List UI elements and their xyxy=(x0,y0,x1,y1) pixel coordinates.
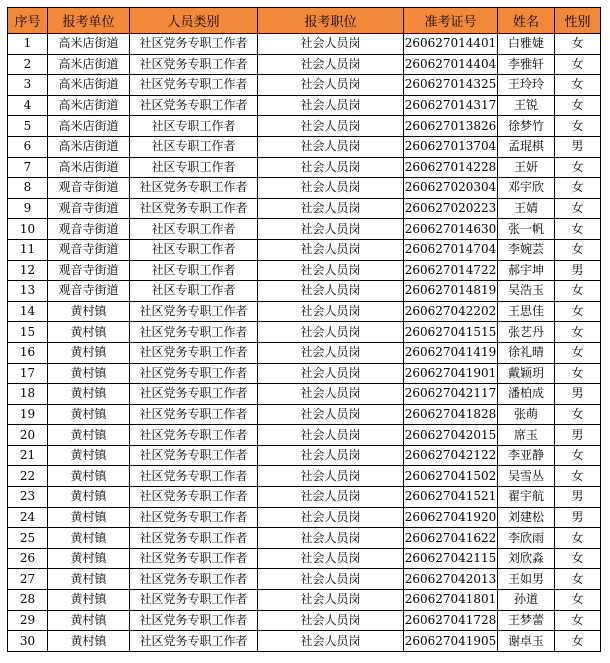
table-row xyxy=(8,198,601,219)
cell-unit: 黄村镇 xyxy=(48,487,130,508)
cell-gender: 女 xyxy=(555,590,601,611)
cell-category: 社区党务专职工作者 xyxy=(130,363,258,384)
cell-position: 社会人员岗 xyxy=(258,342,404,363)
header-row xyxy=(8,8,601,34)
table-row xyxy=(8,136,601,157)
cell-unit: 高米店街道 xyxy=(48,54,130,75)
cell-unit: 黄村镇 xyxy=(48,548,130,569)
cell-ticket-number: 260627041801 xyxy=(404,590,498,611)
cell-gender: 女 xyxy=(555,116,601,137)
cell-unit: 观音寺街道 xyxy=(48,260,130,281)
cell-name: 徐梦竹 xyxy=(498,116,555,137)
cell-position: 社会人员岗 xyxy=(258,219,404,240)
cell-name: 王玲玲 xyxy=(498,75,555,96)
cell-category: 社区党务专职工作者 xyxy=(130,466,258,487)
cell-index: 20 xyxy=(8,425,48,446)
cell-ticket-number: 260627041901 xyxy=(404,363,498,384)
cell-category: 社区党务专职工作者 xyxy=(130,507,258,528)
table-row xyxy=(8,404,601,425)
cell-name: 翟宇航 xyxy=(498,487,555,508)
cell-unit: 高米店街道 xyxy=(48,116,130,137)
table-body xyxy=(8,34,601,652)
cell-ticket-number: 260627041521 xyxy=(404,487,498,508)
cell-position: 社会人员岗 xyxy=(258,610,404,631)
cell-name: 孟琨棋 xyxy=(498,136,555,157)
cell-ticket-number: 260627041828 xyxy=(404,404,498,425)
table-row xyxy=(8,116,601,137)
cell-category: 社区党务专职工作者 xyxy=(130,301,258,322)
cell-name: 李婉芸 xyxy=(498,239,555,260)
cell-name: 邓宇欣 xyxy=(498,178,555,199)
cell-category: 社区党务专职工作者 xyxy=(130,610,258,631)
cell-category: 社区党务专职工作者 xyxy=(130,198,258,219)
cell-ticket-number: 260627014317 xyxy=(404,95,498,116)
cell-ticket-number: 260627042122 xyxy=(404,445,498,466)
cell-category: 社区党务专职工作者 xyxy=(130,342,258,363)
cell-unit: 高米店街道 xyxy=(48,95,130,116)
table-row xyxy=(8,507,601,528)
cell-position: 社会人员岗 xyxy=(258,301,404,322)
cell-position: 社会人员岗 xyxy=(258,198,404,219)
cell-gender: 女 xyxy=(555,198,601,219)
cell-gender: 女 xyxy=(555,301,601,322)
cell-position: 社会人员岗 xyxy=(258,384,404,405)
cell-index: 30 xyxy=(8,631,48,652)
cell-position: 社会人员岗 xyxy=(258,363,404,384)
cell-ticket-number: 260627013704 xyxy=(404,136,498,157)
cell-gender: 男 xyxy=(555,260,601,281)
cell-category: 社区党务专职工作者 xyxy=(130,590,258,611)
cell-position: 社会人员岗 xyxy=(258,75,404,96)
cell-index: 11 xyxy=(8,239,48,260)
cell-category: 社区党务专职工作者 xyxy=(130,34,258,55)
cell-ticket-number: 260627042013 xyxy=(404,569,498,590)
table-row xyxy=(8,34,601,55)
cell-unit: 黄村镇 xyxy=(48,301,130,322)
cell-index: 9 xyxy=(8,198,48,219)
cell-ticket-number: 260627042202 xyxy=(404,301,498,322)
cell-name: 李亚静 xyxy=(498,445,555,466)
table-row xyxy=(8,322,601,343)
cell-name: 吴雪丛 xyxy=(498,466,555,487)
cell-index: 7 xyxy=(8,157,48,178)
cell-index: 19 xyxy=(8,404,48,425)
cell-unit: 观音寺街道 xyxy=(48,178,130,199)
cell-position: 社会人员岗 xyxy=(258,54,404,75)
cell-name: 王梦蕾 xyxy=(498,610,555,631)
cell-name: 白雅婕 xyxy=(498,34,555,55)
cell-category: 社区党务专职工作者 xyxy=(130,445,258,466)
cell-gender: 女 xyxy=(555,219,601,240)
cell-name: 郝宇坤 xyxy=(498,260,555,281)
cell-gender: 女 xyxy=(555,281,601,302)
cell-gender: 男 xyxy=(555,136,601,157)
cell-index: 25 xyxy=(8,528,48,549)
cell-index: 23 xyxy=(8,487,48,508)
cell-unit: 黄村镇 xyxy=(48,610,130,631)
cell-name: 李雅轩 xyxy=(498,54,555,75)
cell-name: 刘建松 xyxy=(498,507,555,528)
cell-ticket-number: 260627014404 xyxy=(404,54,498,75)
cell-position: 社会人员岗 xyxy=(258,281,404,302)
cell-index: 21 xyxy=(8,445,48,466)
cell-index: 18 xyxy=(8,384,48,405)
cell-position: 社会人员岗 xyxy=(258,116,404,137)
cell-unit: 高米店街道 xyxy=(48,157,130,178)
cell-gender: 女 xyxy=(555,404,601,425)
table-row xyxy=(8,342,601,363)
cell-category: 社区党务专职工作者 xyxy=(130,404,258,425)
cell-gender: 女 xyxy=(555,178,601,199)
cell-ticket-number: 260627014722 xyxy=(404,260,498,281)
cell-position: 社会人员岗 xyxy=(258,95,404,116)
cell-unit: 黄村镇 xyxy=(48,342,130,363)
cell-gender: 女 xyxy=(555,445,601,466)
cell-name: 刘欣淼 xyxy=(498,548,555,569)
cell-index: 12 xyxy=(8,260,48,281)
cell-gender: 女 xyxy=(555,322,601,343)
cell-category: 社区专职工作者 xyxy=(130,157,258,178)
header-category: 人员类别 xyxy=(130,8,258,34)
cell-index: 5 xyxy=(8,116,48,137)
table-row xyxy=(8,75,601,96)
cell-index: 2 xyxy=(8,54,48,75)
cell-category: 社区专职工作者 xyxy=(130,136,258,157)
cell-ticket-number: 260627014630 xyxy=(404,219,498,240)
cell-position: 社会人员岗 xyxy=(258,466,404,487)
cell-index: 1 xyxy=(8,34,48,55)
cell-category: 社区党务专职工作者 xyxy=(130,569,258,590)
cell-index: 14 xyxy=(8,301,48,322)
cell-position: 社会人员岗 xyxy=(258,322,404,343)
cell-gender: 男 xyxy=(555,487,601,508)
cell-gender: 女 xyxy=(555,34,601,55)
cell-name: 王思佳 xyxy=(498,301,555,322)
cell-index: 6 xyxy=(8,136,48,157)
cell-position: 社会人员岗 xyxy=(258,136,404,157)
cell-unit: 观音寺街道 xyxy=(48,198,130,219)
table-row xyxy=(8,528,601,549)
cell-position: 社会人员岗 xyxy=(258,487,404,508)
cell-name: 王婧 xyxy=(498,198,555,219)
cell-name: 吴浩玉 xyxy=(498,281,555,302)
cell-name: 王锐 xyxy=(498,95,555,116)
cell-unit: 黄村镇 xyxy=(48,507,130,528)
cell-name: 孙道 xyxy=(498,590,555,611)
cell-gender: 女 xyxy=(555,54,601,75)
cell-index: 10 xyxy=(8,219,48,240)
table-row xyxy=(8,631,601,652)
cell-gender: 女 xyxy=(555,363,601,384)
cell-category: 社区党务专职工作者 xyxy=(130,548,258,569)
cell-category: 社区党务专职工作者 xyxy=(130,322,258,343)
cell-ticket-number: 260627041728 xyxy=(404,610,498,631)
cell-gender: 女 xyxy=(555,157,601,178)
cell-position: 社会人员岗 xyxy=(258,445,404,466)
cell-ticket-number: 260627020304 xyxy=(404,178,498,199)
cell-ticket-number: 260627014325 xyxy=(404,75,498,96)
cell-unit: 观音寺街道 xyxy=(48,281,130,302)
cell-index: 15 xyxy=(8,322,48,343)
cell-ticket-number: 260627042015 xyxy=(404,425,498,446)
table-row xyxy=(8,157,601,178)
cell-ticket-number: 260627013826 xyxy=(404,116,498,137)
cell-name: 张一帆 xyxy=(498,219,555,240)
table-row xyxy=(8,363,601,384)
cell-name: 王如男 xyxy=(498,569,555,590)
cell-gender: 女 xyxy=(555,610,601,631)
cell-position: 社会人员岗 xyxy=(258,157,404,178)
cell-name: 席玉 xyxy=(498,425,555,446)
cell-category: 社区党务专职工作者 xyxy=(130,178,258,199)
cell-gender: 女 xyxy=(555,548,601,569)
cell-gender: 女 xyxy=(555,342,601,363)
table-row xyxy=(8,610,601,631)
header-position: 报考职位 xyxy=(258,8,404,34)
cell-ticket-number: 260627041419 xyxy=(404,342,498,363)
cell-ticket-number: 260627041502 xyxy=(404,466,498,487)
cell-category: 社区党务专职工作者 xyxy=(130,75,258,96)
cell-ticket-number: 260627041622 xyxy=(404,528,498,549)
cell-category: 社区党务专职工作者 xyxy=(130,631,258,652)
cell-index: 13 xyxy=(8,281,48,302)
cell-category: 社区党务专职工作者 xyxy=(130,528,258,549)
cell-position: 社会人员岗 xyxy=(258,548,404,569)
cell-index: 27 xyxy=(8,569,48,590)
cell-unit: 高米店街道 xyxy=(48,34,130,55)
table-row xyxy=(8,95,601,116)
header-ticket-number: 准考证号 xyxy=(404,8,498,34)
cell-position: 社会人员岗 xyxy=(258,631,404,652)
cell-gender: 女 xyxy=(555,631,601,652)
cell-index: 4 xyxy=(8,95,48,116)
cell-index: 29 xyxy=(8,610,48,631)
table-row xyxy=(8,487,601,508)
table-row xyxy=(8,466,601,487)
cell-unit: 观音寺街道 xyxy=(48,239,130,260)
cell-unit: 黄村镇 xyxy=(48,363,130,384)
cell-unit: 黄村镇 xyxy=(48,569,130,590)
cell-unit: 黄村镇 xyxy=(48,425,130,446)
cell-unit: 黄村镇 xyxy=(48,384,130,405)
cell-position: 社会人员岗 xyxy=(258,404,404,425)
cell-category: 社区专职工作者 xyxy=(130,239,258,260)
cell-category: 社区党务专职工作者 xyxy=(130,487,258,508)
cell-name: 张萌 xyxy=(498,404,555,425)
cell-index: 22 xyxy=(8,466,48,487)
cell-unit: 黄村镇 xyxy=(48,631,130,652)
header-index: 序号 xyxy=(8,8,48,34)
cell-position: 社会人员岗 xyxy=(258,239,404,260)
cell-name: 谢卓玉 xyxy=(498,631,555,652)
table-row xyxy=(8,54,601,75)
cell-name: 潘柏成 xyxy=(498,384,555,405)
cell-position: 社会人员岗 xyxy=(258,590,404,611)
table-row xyxy=(8,260,601,281)
table-row xyxy=(8,425,601,446)
cell-unit: 高米店街道 xyxy=(48,136,130,157)
cell-unit: 黄村镇 xyxy=(48,528,130,549)
header-name: 姓名 xyxy=(498,8,555,34)
cell-category: 社区专职工作者 xyxy=(130,219,258,240)
cell-name: 徐礼晴 xyxy=(498,342,555,363)
cell-gender: 女 xyxy=(555,95,601,116)
table-row xyxy=(8,445,601,466)
cell-index: 26 xyxy=(8,548,48,569)
cell-unit: 黄村镇 xyxy=(48,445,130,466)
cell-category: 社区专职工作者 xyxy=(130,116,258,137)
table-row xyxy=(8,590,601,611)
cell-unit: 黄村镇 xyxy=(48,404,130,425)
cell-index: 24 xyxy=(8,507,48,528)
cell-ticket-number: 260627014401 xyxy=(404,34,498,55)
cell-ticket-number: 260627042117 xyxy=(404,384,498,405)
cell-gender: 女 xyxy=(555,75,601,96)
cell-index: 3 xyxy=(8,75,48,96)
cell-category: 社区党务专职工作者 xyxy=(130,425,258,446)
cell-gender: 男 xyxy=(555,425,601,446)
table-header xyxy=(8,8,601,34)
cell-ticket-number: 260627014819 xyxy=(404,281,498,302)
cell-gender: 女 xyxy=(555,239,601,260)
cell-gender: 男 xyxy=(555,384,601,405)
cell-gender: 女 xyxy=(555,466,601,487)
cell-index: 8 xyxy=(8,178,48,199)
cell-category: 社区党务专职工作者 xyxy=(130,95,258,116)
cell-name: 李欣雨 xyxy=(498,528,555,549)
cell-unit: 黄村镇 xyxy=(48,590,130,611)
cell-position: 社会人员岗 xyxy=(258,507,404,528)
cell-position: 社会人员岗 xyxy=(258,569,404,590)
cell-ticket-number: 260627041905 xyxy=(404,631,498,652)
table-row xyxy=(8,281,601,302)
candidate-table xyxy=(7,7,601,652)
cell-gender: 女 xyxy=(555,528,601,549)
header-unit: 报考单位 xyxy=(48,8,130,34)
cell-gender: 女 xyxy=(555,569,601,590)
cell-position: 社会人员岗 xyxy=(258,425,404,446)
cell-unit: 黄村镇 xyxy=(48,466,130,487)
cell-unit: 观音寺街道 xyxy=(48,219,130,240)
cell-category: 社区专职工作者 xyxy=(130,260,258,281)
cell-name: 王妍 xyxy=(498,157,555,178)
cell-position: 社会人员岗 xyxy=(258,34,404,55)
candidate-table-wrapper xyxy=(7,7,601,652)
cell-position: 社会人员岗 xyxy=(258,260,404,281)
table-row xyxy=(8,178,601,199)
cell-category: 社区专职工作者 xyxy=(130,281,258,302)
cell-unit: 黄村镇 xyxy=(48,322,130,343)
cell-index: 17 xyxy=(8,363,48,384)
header-gender: 性别 xyxy=(555,8,601,34)
cell-ticket-number: 260627014704 xyxy=(404,239,498,260)
cell-category: 社区党务专职工作者 xyxy=(130,54,258,75)
cell-index: 16 xyxy=(8,342,48,363)
cell-gender: 男 xyxy=(555,507,601,528)
cell-ticket-number: 260627041920 xyxy=(404,507,498,528)
cell-name: 张艺丹 xyxy=(498,322,555,343)
table-row xyxy=(8,548,601,569)
cell-ticket-number: 260627042115 xyxy=(404,548,498,569)
table-row xyxy=(8,239,601,260)
cell-ticket-number: 260627041515 xyxy=(404,322,498,343)
cell-unit: 高米店街道 xyxy=(48,75,130,96)
cell-ticket-number: 260627020223 xyxy=(404,198,498,219)
cell-position: 社会人员岗 xyxy=(258,178,404,199)
cell-category: 社区党务专职工作者 xyxy=(130,384,258,405)
cell-ticket-number: 260627014228 xyxy=(404,157,498,178)
cell-position: 社会人员岗 xyxy=(258,528,404,549)
table-row xyxy=(8,569,601,590)
table-row xyxy=(8,384,601,405)
table-row xyxy=(8,301,601,322)
cell-name: 戴颖玥 xyxy=(498,363,555,384)
cell-index: 28 xyxy=(8,590,48,611)
table-row xyxy=(8,219,601,240)
